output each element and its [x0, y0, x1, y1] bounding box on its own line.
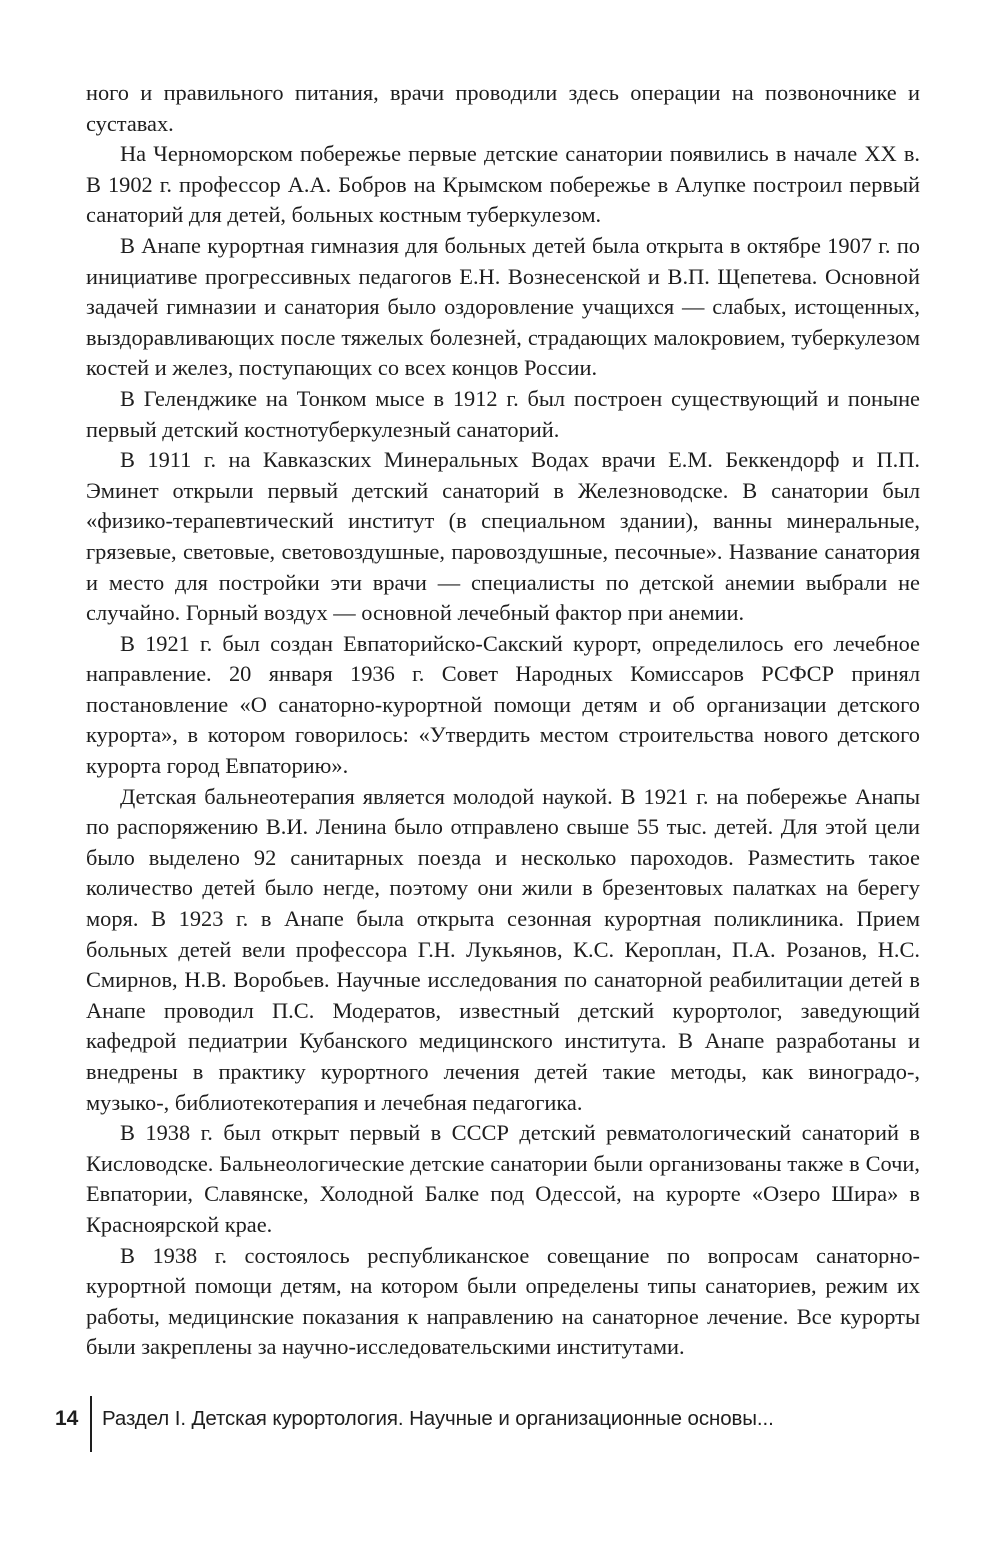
page-footer — [55, 1396, 925, 1452]
paragraph-5: В 1911 г. на Кавказских Минеральных Водах врачи Е.М. Беккендорф и П.П. Эминет открыли первый детский санаторий в Железноводске. В санатории был «физико-терапевтический институт (в специальном здании), ванны минеральные, грязевые, световые, световоздушные, паровоздушные, песочные». Название санатория и место для постройки эти врачи — специалисты по детской анемии выбрали не случайно. Горный воздух — основной лечебный фактор при анемии. — [86, 447, 920, 626]
paragraph-2: На Черноморском побережье первые детские санатории появились в начале XX в. В 1902 г. профессор А.А. Бобров на Крымском побережье в Алупке построил первый санаторий для детей, больных костным туберкулезом. — [86, 141, 920, 228]
paragraph-3: В Анапе курортная гимназия для больных детей была открыта в октябре 1907 г. по инициативе прогрессивных педагогов Е.Н. Вознесенской и В.П. Щепетева. Основной задачей гимназии и санатория было оздоровление учащихся — слабых, истощенных, выздоравливающих после тяжелых болезней, страдающих малокровием, туберкулезом костей и желез, поступающих со всех концов России. — [86, 232, 920, 381]
paragraph-1: ного и правильного питания, врачи проводили здесь операции на позвоночнике и суставах. — [86, 80, 920, 136]
page-number: 14 — [55, 1407, 79, 1430]
running-head: Раздел I. Детская курортология. Научные и организационные основы... — [102, 1407, 774, 1430]
body-text — [86, 78, 920, 1363]
footer-divider — [90, 1396, 92, 1452]
paragraph-8: В 1938 г. был открыт первый в СССР детский ревматологический санаторий в Кисловодске. Бальнеологические детские санатории были организованы также в Сочи, Евпатории, Славянске, Холодной Балке под Одессой, на курорте «Озеро Шира» в Красноярской крае. — [86, 1120, 920, 1237]
paragraph-9: В 1938 г. состоялось республиканское совещание по вопросам санаторно-курортной помощи детям, на котором были определены типы санаториев, режим их работы, медицинские показания к направлению на санаторное лечение. Все курорты были закреплены за научно-исследовательскими институтами. — [86, 1242, 920, 1360]
paragraph-4: В Геленджике на Тонком мысе в 1912 г. был построен существующий и поныне первый детский костнотуберкулезный санаторий. — [86, 385, 920, 442]
paragraph-6: В 1921 г. был создан Евпаторийско-Сакский курорт, определилось его лечебное направление. 20 января 1936 г. Совет Народных Комиссаров РСФСР принял постановление «О санаторно-курортной помощи детям и об организации детского курорта», в котором говорилось: «Утвердить местом строительства нового детского курорта город Евпаторию». — [86, 630, 920, 779]
paragraph-7: Детская бальнеотерапия является молодой наукой. В 1921 г. на побережье Анапы по распоряжению В.И. Ленина было отправлено свыше 55 тыс. детей. Для этой цели было выделено 92 санитарных поезда и несколько пароходов. Разместить такое количество детей было негде, поэтому они жили в брезентовых палатках на берегу моря. В 1923 г. в Анапе была открыта сезонная курортная поликлиника. Прием больных детей вели профессора Г.Н. Лукьянов, К.С. Кероплан, П.А. Розанов, Н.С. Смирнов, Н.В. Воробьев. Научные исследования по санаторной реабилитации детей в Анапе проводил П.С. Модератов, известный детский курортолог, заведующий кафедрой педиатрии Кубанского медицинского института. В Анапе разработаны и внедрены в практику курортного лечения детей такие методы, как виноградо-, музыко-, библиотекотерапия и лечебная педагогика. — [86, 783, 920, 1115]
